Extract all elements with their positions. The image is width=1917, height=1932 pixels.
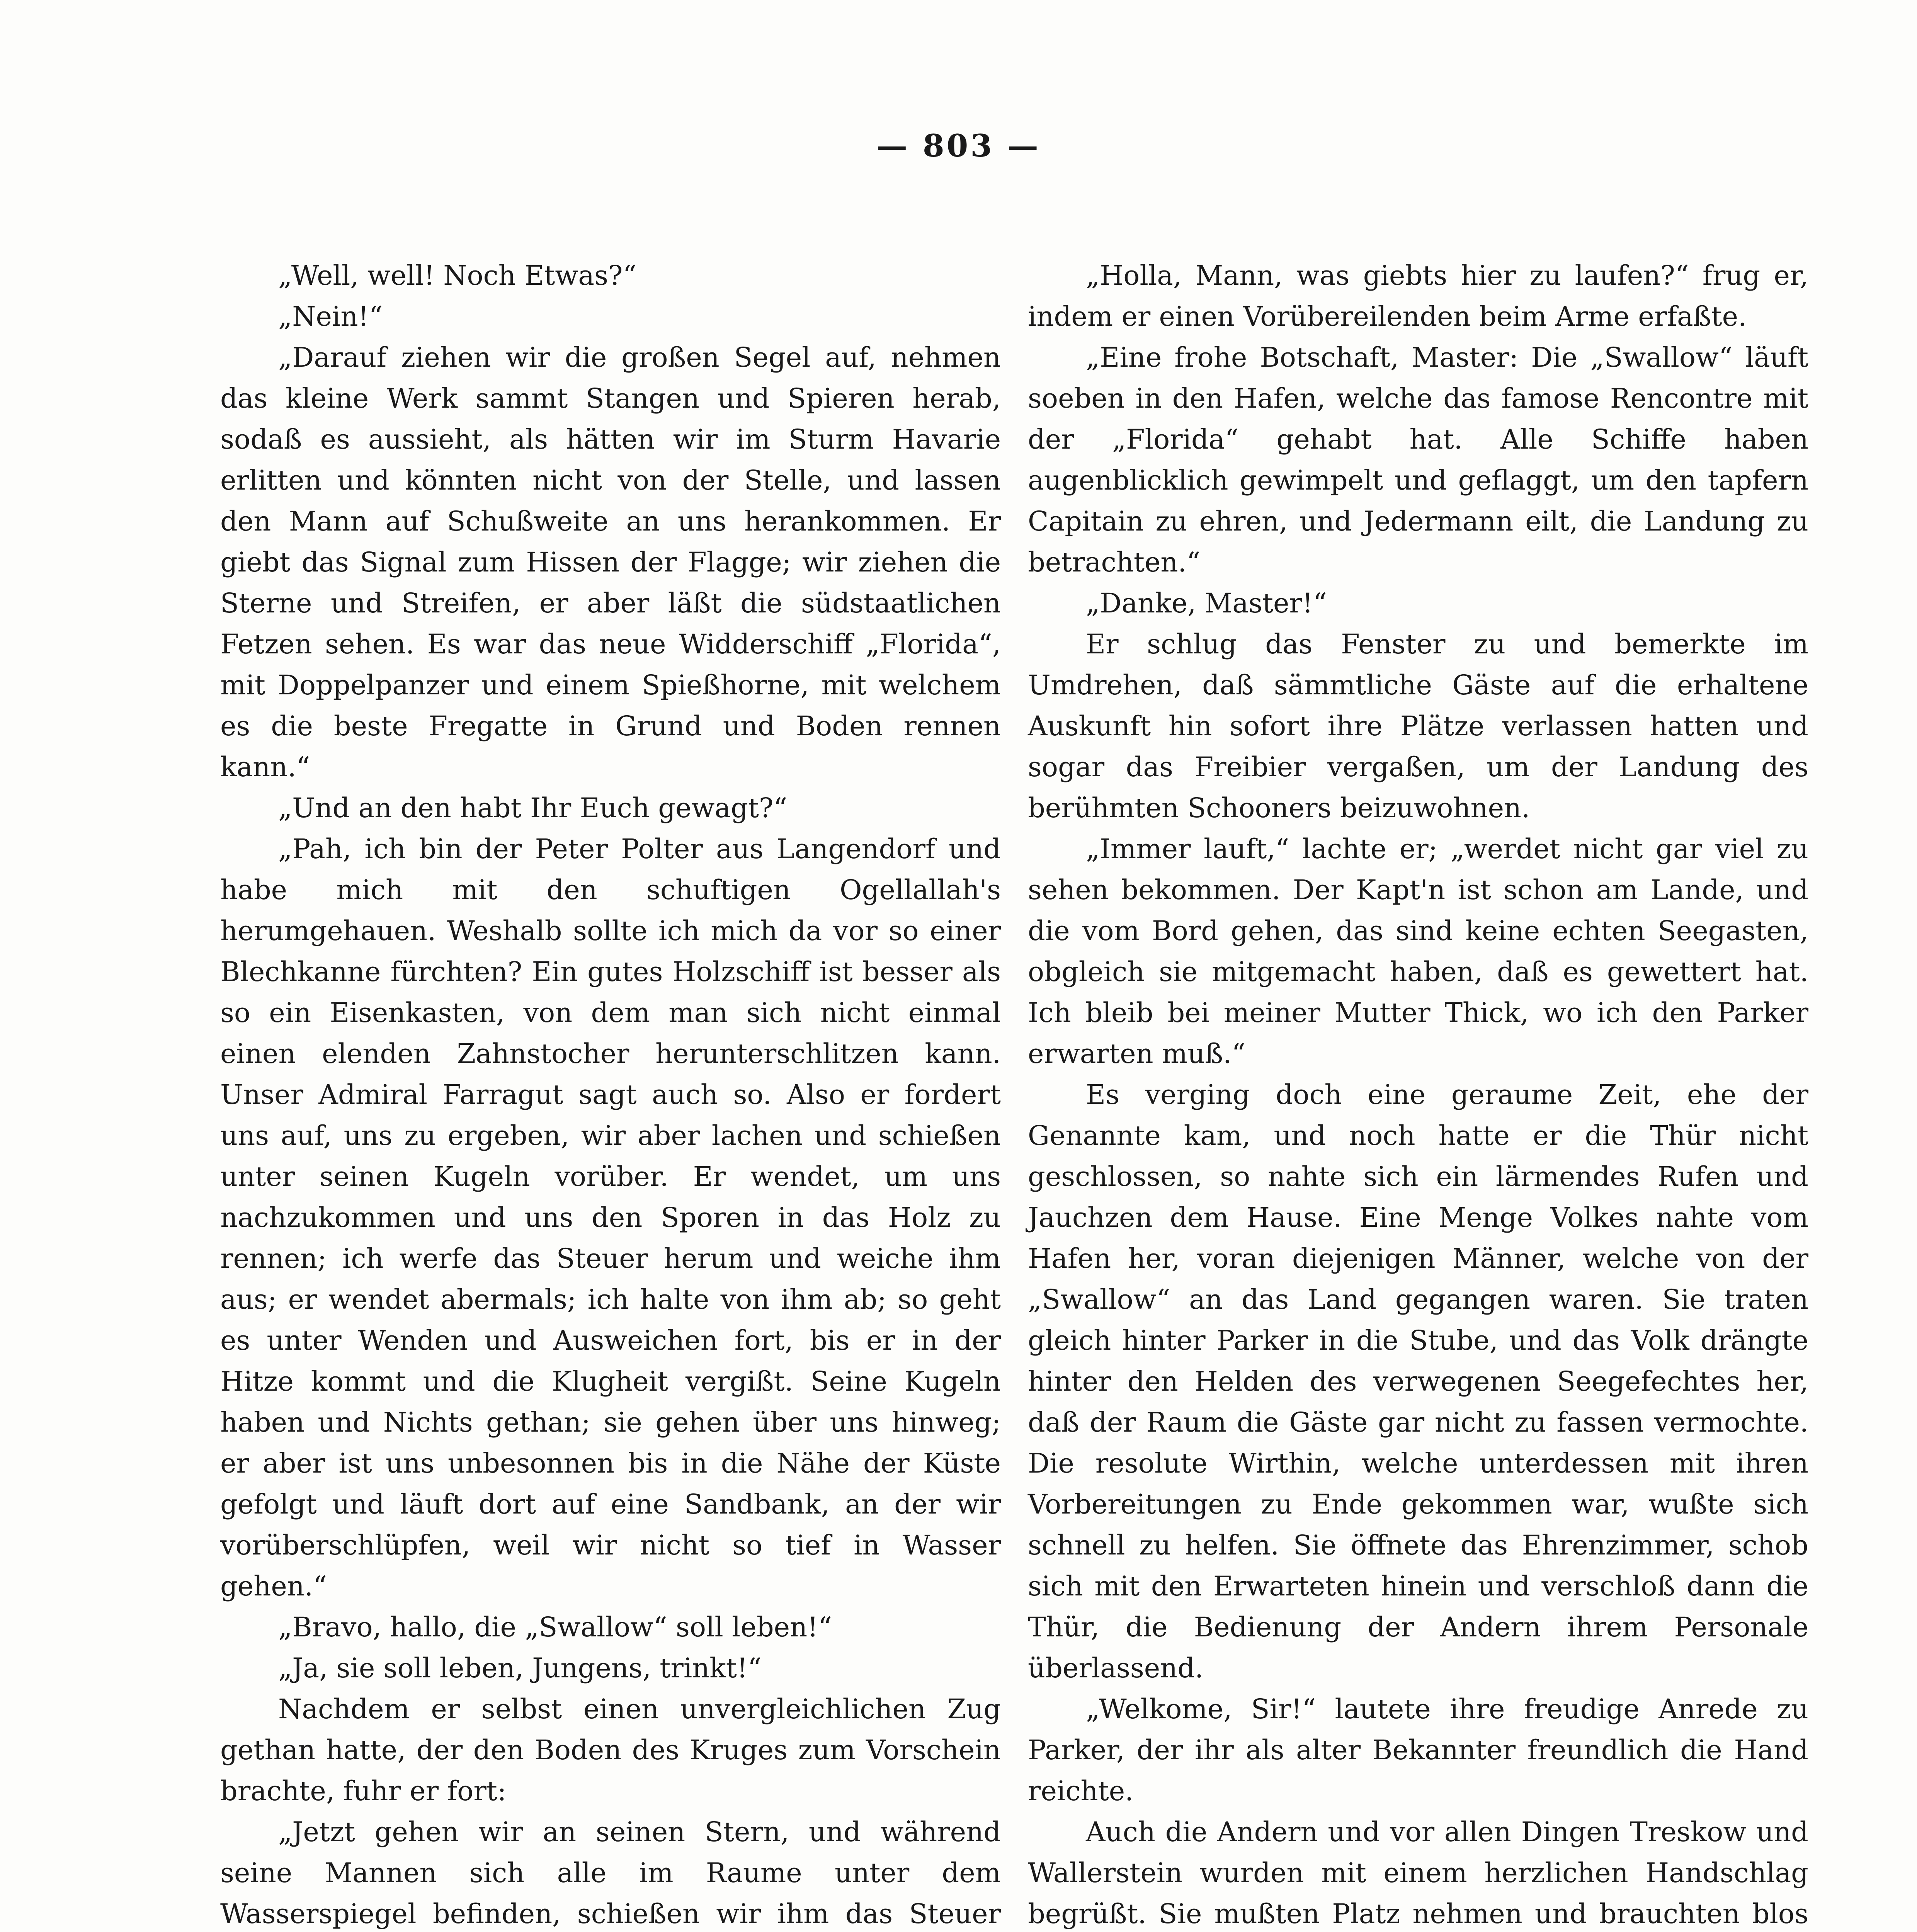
paragraph: Auch die Andern und vor allen Dingen Treskow und Wallerstein wurden mit einem herzlichen Handschlag begrüßt. Sie mußten Platz nehmen und brauchten blos (1028, 1816, 1808, 1930)
paragraph: „Welkome, Sir!“ lautete ihre freudige Anrede zu Parker, der ihr als alter Bekannter freundlich die Hand reichte. (1028, 1693, 1808, 1807)
paragraph: „Eine frohe Botschaft, Master: Die „Swallow“ läuft soeben in den Hafen, welche das famose Rencontre mit der „Florida“ gehabt hat. Alle Schiffe haben augenblicklich gewimpelt und geflaggt, um den tapfern Capitain zu ehren, und Jedermann eilt, die Landung zu betrachten.“ (1028, 342, 1808, 578)
paragraph: „Bravo, hallo, die „Swallow“ soll leben!“ (278, 1611, 832, 1643)
paragraph: „Holla, Mann, was giebts hier zu laufen?“ frug er, indem er einen Vorübereilenden beim Arme erfaßte. (1028, 260, 1808, 332)
paragraph: „Darauf ziehen wir die großen Segel auf, nehmen das kleine Werk sammt Stangen und Spieren herab, sodaß es aussieht, als hätten wir im Sturm Havarie erlitten und könnten nicht von der Stelle, und lassen den Mann auf Schußweite an uns herankommen. Er giebt das Signal zum Hissen der Flagge; wir ziehen die Sterne und Streifen, er aber läßt die südstaatlichen Fetzen sehen. Es war das neue Widderschiff „Florida“, mit Doppelpanzer und einem Spießhorne, mit welchem es die beste Fregatte in Grund und Boden rennen kann.“ (220, 342, 1001, 783)
left-text-column (220, 255, 1001, 1932)
paragraph: Nachdem er selbst einen unvergleichlichen Zug gethan hatte, der den Boden des Kruges zum Vorschein brachte, fuhr er fort: (220, 1693, 1001, 1807)
paragraph: „Und an den habt Ihr Euch gewagt?“ (278, 792, 788, 824)
paragraph: „Pah, ich bin der Peter Polter aus Langendorf und habe mich mit den schuftigen Ogellallah's herumgehauen. Weshalb sollte ich mich da vor so einer Blechkanne fürchten? Ein gutes Holzschiff ist besser als so ein Eisenkasten, von dem man sich nicht einmal einen elenden Zahnstocher herunterschlitzen kann. Unser Admiral Farragut sagt auch so. Also er fordert uns auf, uns zu ergeben, wir aber lachen und schießen unter seinen Kugeln vorüber. Er wendet, um uns nachzukommen und uns den Sporen in das Holz zu rennen; ich werfe das Steuer herum und weiche ihm aus; er wendet abermals; ich halte von ihm ab; so geht es unter Wenden und Ausweichen fort, bis er in der Hitze kommt und die Klugheit vergißt. Seine Kugeln haben und Nichts gethan; sie gehen über uns hinweg; er aber ist uns unbesonnen bis in die Nähe der Küste gefolgt und läuft dort auf eine Sandbank, an der wir vorüberschlüpfen, weil wir nicht so tief in Wasser gehen.“ (220, 833, 1001, 1602)
paragraph: Es verging doch eine geraume Zeit, ehe der Genannte kam, und noch hatte er die Thür nicht geschlossen, so nahte sich ein lärmendes Rufen und Jauchzen dem Hause. Eine Menge Volkes nahte vom Hafen her, voran diejenigen Männer, welche von der „Swallow“ an das Land gegangen waren. Sie traten gleich hinter Parker in die Stube, und das Volk drängte hinter den Helden des verwegenen Seegefechtes her, daß der Raum die Gäste gar nicht zu fassen vermochte. Die resolute Wirthin, welche unterdessen mit ihren Vorbereitungen zu Ende gekommen war, wußte sich schnell zu helfen. Sie öffnete das Ehrenzimmer, schob sich mit den Erwarteten hinein und verschloß dann die Thür, die Bedienung der Andern ihrem Personale überlassend. (1028, 1079, 1808, 1684)
paragraph: „Immer lauft,“ lachte er; „werdet nicht gar viel zu sehen bekommen. Der Kapt'n ist schon am Lande, und die vom Bord gehen, das sind keine echten Seegasten, obgleich sie mitgemacht haben, daß es gewettert hat. Ich bleib bei meiner Mutter Thick, wo ich den Parker erwarten muß.“ (1028, 833, 1808, 1070)
paragraph: „Nein!“ (278, 301, 383, 332)
paragraph: „Well, well! Noch Etwas?“ (278, 260, 637, 291)
paragraph: „Jetzt gehen wir an seinen Stern, und während seine Mannen sich alle im Raume unter dem Wasserspiegel befinden, schießen wir ihm das Steuer (220, 1816, 1001, 1930)
paragraph: „Ja, sie soll leben, Jungens, trinkt!“ (278, 1652, 762, 1684)
paragraph: „Danke, Master!“ (1086, 587, 1327, 619)
right-text-column (1028, 255, 1808, 1932)
paragraph: Er schlug das Fenster zu und bemerkte im Umdrehen, daß sämmtliche Gäste auf die erhaltene Auskunft hin sofort ihre Plätze verlassen hatten und sogar das Freibier vergaßen, um der Landung des berühmten Schooners beizuwohnen. (1028, 628, 1808, 824)
page-number: — 803 — (876, 128, 1041, 164)
